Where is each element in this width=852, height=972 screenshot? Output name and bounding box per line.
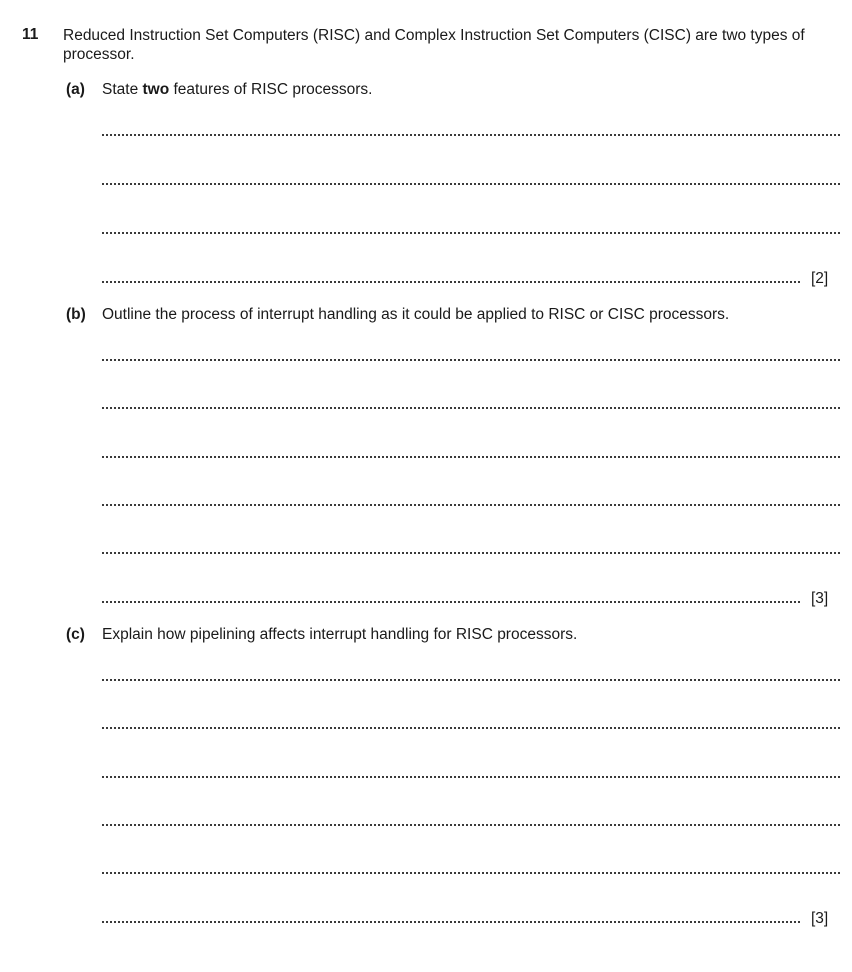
part-b-answer-line-2[interactable] xyxy=(102,406,840,409)
part-a-answer-line-3[interactable] xyxy=(102,231,840,234)
part-a-answer-line-4[interactable] xyxy=(102,280,800,283)
part-c-answer-line-5[interactable] xyxy=(102,871,840,874)
part-c-answer-line-6[interactable] xyxy=(102,920,800,923)
part-b-marks: [3] xyxy=(811,590,829,607)
part-a-answer-line-1[interactable] xyxy=(102,133,840,136)
part-b-prompt: Outline the process of interrupt handling as it could be applied to RISC or CISC processors. xyxy=(102,306,730,323)
part-b-answer-line-4[interactable] xyxy=(102,503,840,506)
part-c-answer-line-4[interactable] xyxy=(102,823,840,826)
part-a-answer-line-2[interactable] xyxy=(102,182,840,185)
part-b-label: (b) xyxy=(66,306,86,323)
part-a-label: (a) xyxy=(66,81,85,98)
part-b-answer-line-6[interactable] xyxy=(102,600,800,603)
part-b-answer-line-1[interactable] xyxy=(102,358,840,361)
part-a-marks: [2] xyxy=(811,270,829,287)
part-c-marks: [3] xyxy=(811,910,829,927)
part-a-prompt: State two features of RISC processors. xyxy=(102,81,373,98)
part-b-answer-line-3[interactable] xyxy=(102,455,840,458)
part-c-answer-line-1[interactable] xyxy=(102,678,840,681)
part-c-answer-line-2[interactable] xyxy=(102,726,840,729)
part-a-emphasis: two xyxy=(142,81,170,98)
part-c-label: (c) xyxy=(66,626,85,643)
part-b-answer-line-5[interactable] xyxy=(102,551,840,554)
part-c-prompt: Explain how pipelining affects interrupt handling for RISC processors. xyxy=(102,626,578,643)
question-number: 11 xyxy=(22,26,39,43)
question-intro: Reduced Instruction Set Computers (RISC) and Complex Instruction Set Computers (CISC) are two types of processor. xyxy=(63,27,805,63)
part-c-answer-line-3[interactable] xyxy=(102,775,840,778)
